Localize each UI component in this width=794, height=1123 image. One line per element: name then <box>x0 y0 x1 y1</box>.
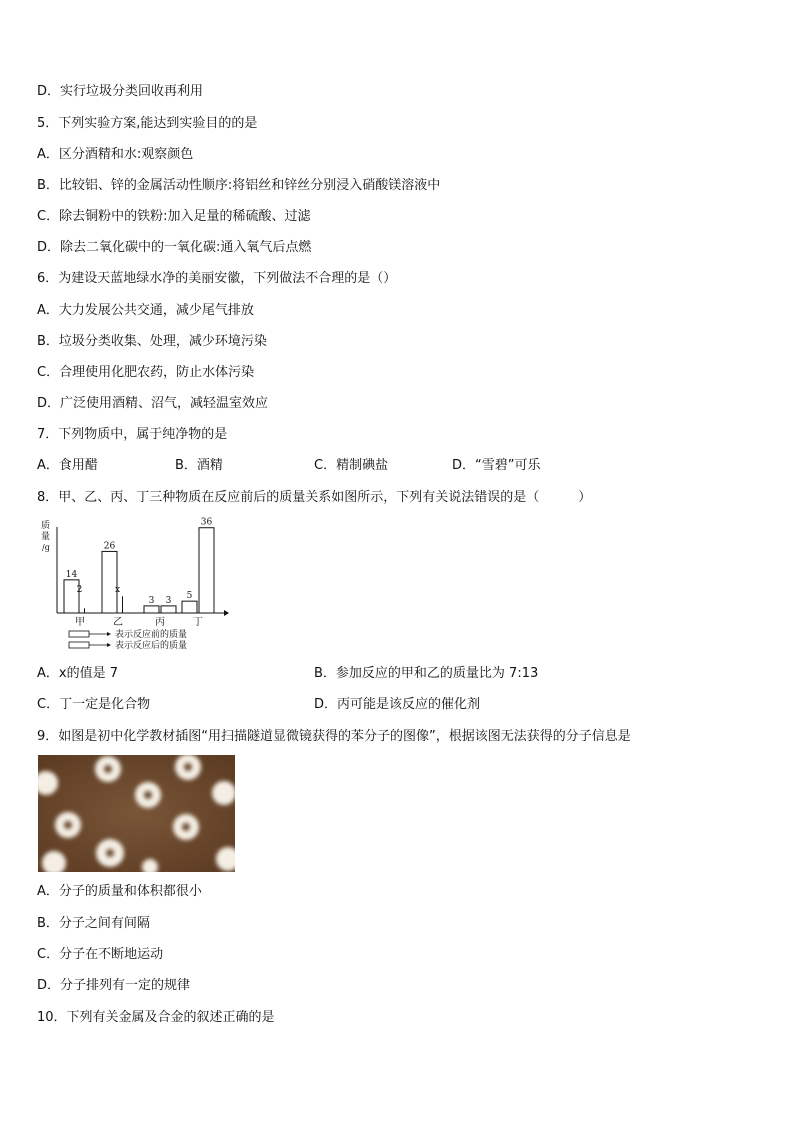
benzene-stm-image <box>38 755 235 872</box>
q7-stem: 7．下列物质中，属于纯净物的是 <box>37 427 228 442</box>
q5-option-a: A．区分酒精和水:观察颜色 <box>37 147 194 162</box>
category-label-3: 丁 <box>193 617 203 628</box>
q7-option-d: D．“雪碧”可乐 <box>452 458 541 473</box>
chart-value-labels <box>66 518 213 606</box>
value-label-1-1: x <box>114 585 121 595</box>
value-label-1-0: 26 <box>103 541 116 552</box>
q7-option-b: B．酒精 <box>175 458 223 473</box>
legend-label-before: 表示反应前的质量 <box>115 630 188 640</box>
value-label-3-1: 36 <box>200 517 213 528</box>
category-label-1: 乙 <box>113 617 123 628</box>
value-label-2-1: 3 <box>165 595 172 606</box>
bar-2-1 <box>161 606 176 613</box>
chart-ylabel-1: 质 <box>41 521 51 531</box>
legend-swatch-after <box>69 642 89 648</box>
bar-2-0 <box>144 606 159 613</box>
q8-stem: 8．甲、乙、丙、丁三种物质在反应前后的质量关系如图所示，下列有关说法错误的是（ ） <box>37 490 592 505</box>
bar-3-1 <box>199 528 214 613</box>
value-label-0-0: 14 <box>65 569 78 580</box>
q5-stem: 5．下列实验方案,能达到实验目的的是 <box>37 116 258 131</box>
chart-ylabel-3: /g <box>42 543 50 552</box>
legend-arrowhead-before <box>107 632 111 636</box>
q6-option-b: B．垃圾分类收集、处理，减少环境污染 <box>37 334 267 349</box>
category-label-2: 丙 <box>155 617 165 628</box>
q6-stem: 6．为建设天蓝地绿水净的美丽安徽，下列做法不合理的是（） <box>37 271 397 286</box>
value-label-0-1: 2 <box>76 585 83 595</box>
bar-3-0 <box>182 601 197 613</box>
value-label-2-0: 3 <box>148 595 155 606</box>
category-label-0: 甲 <box>75 617 85 628</box>
q8-option-b: B．参加反应的甲和乙的质量比为 7:13 <box>314 666 539 681</box>
q8-option-a: A．x的值是 7 <box>37 666 118 681</box>
q9-option-b: B．分子之间有间隔 <box>37 916 150 931</box>
legend-swatch-before <box>69 631 89 637</box>
value-label-3-0: 5 <box>186 591 193 602</box>
q9-stem: 9．如图是初中化学教材插图“用扫描隧道显微镜获得的苯分子的图像”，根据该图无法获得的分子信息是 <box>37 729 631 744</box>
q8-option-c: C．丁一定是化合物 <box>37 697 151 712</box>
q6-option-d: D．广泛使用酒精、沼气，减轻温室效应 <box>37 396 269 411</box>
bar-1-0 <box>102 551 117 613</box>
q7-option-a: A．食用醋 <box>37 458 98 473</box>
q5-option-d: D．除去二氧化碳中的一氧化碳:通入氧气后点燃 <box>37 240 312 255</box>
q10-stem: 10．下列有关金属及合金的叙述正确的是 <box>37 1010 275 1025</box>
q9-option-d: D．分子排列有一定的规律 <box>37 978 191 993</box>
chart-ylabel-2: 量 <box>41 532 51 542</box>
chart-category-labels <box>75 616 203 628</box>
q8-mass-chart <box>37 517 237 657</box>
q7-option-c: C．精制碘盐 <box>314 458 389 473</box>
legend-label-after: 表示反应后的质量 <box>115 641 188 651</box>
q5-option-c: C．除去铜粉中的铁粉:加入足量的稀硫酸、过滤 <box>37 209 311 224</box>
q9-option-a: A．分子的质量和体积都很小 <box>37 884 202 899</box>
q8-option-d: D．丙可能是该反应的催化剂 <box>314 697 481 712</box>
q5-option-b: B．比较铝、锌的金属活动性顺序:将铝丝和锌丝分别浸入硝酸镁溶液中 <box>37 178 441 193</box>
chart-legend <box>69 628 187 651</box>
q9-option-c: C．分子在不断地运动 <box>37 947 164 962</box>
q6-option-a: A．大力发展公共交通，减少尾气排放 <box>37 303 254 318</box>
x-axis-arrow <box>224 610 229 616</box>
q6-option-c: C．合理使用化肥农药，防止水体污染 <box>37 365 255 380</box>
legend-arrowhead-after <box>107 643 111 647</box>
q4-option-d: D．实行垃圾分类回收再利用 <box>37 84 204 99</box>
